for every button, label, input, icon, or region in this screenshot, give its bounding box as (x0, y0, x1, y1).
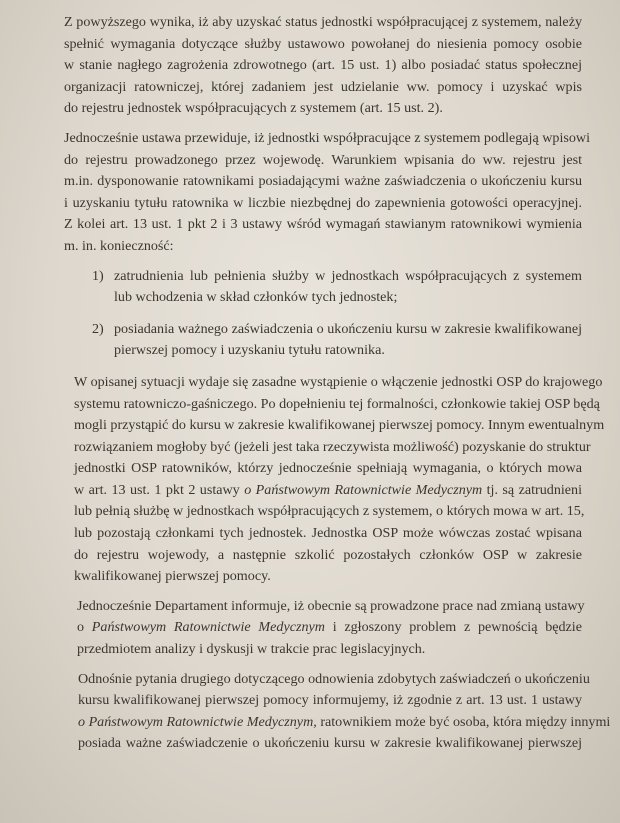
text-line: pierwszej pomocy i uzyskaniu tytułu ratownika. (114, 342, 385, 359)
act-title: o Państwowym Ratownictwie Medycznym, (78, 713, 317, 730)
act-title: o Państwowym Ratownictwie Medycznym (244, 481, 483, 498)
text-line (74, 480, 582, 502)
text-line: w stanie nagłego zagrożenia zdrowotnego (art. 15 ust. 1) albo posiadać status społecznej (64, 57, 582, 74)
text-line: lub pełnią służbę w jednostkach współpracujących z systemem, o których mowa w art. 15, (74, 503, 585, 520)
text-fragment: ratownikiem może być osoba, która między innymi (320, 713, 611, 730)
text-line (77, 617, 582, 639)
paragraph-registry (64, 128, 591, 258)
list-item-number: 2) (92, 320, 104, 337)
text-fragment: w art. 13 ust. 1 pkt 2 ustawy (74, 481, 240, 498)
text-line: Jednocześnie Departament informuje, iż obecnie są prowadzone prace nad zmianą ustawy (77, 597, 585, 614)
requirements-list (64, 266, 582, 362)
text-line: W opisanej sytuacji wydaje się zasadne wystąpienie o włączenie jednostki OSP do krajowego (74, 373, 603, 390)
text-line: spełnić wymagania dotyczące służby ustawowo powołanej do niesienia pomocy osobie (64, 35, 582, 52)
paragraph-department-info (77, 596, 585, 661)
text-line: lub wchodzenia w skład członków tych jednostek; (114, 289, 398, 306)
paragraph-certificate-renewal (78, 669, 611, 755)
text-line: Z kolei art. 13 ust. 1 pkt 2 i 3 ustawy wśród wymagań stawianym ratownikowi wymienia (64, 216, 582, 233)
text-line (78, 712, 611, 734)
text-line: m.in. dysponowanie ratownikami posiadającymi ważne zaświadczenia o ukończeniu kursu (64, 173, 582, 190)
text-line: do rejestru prowadzonego przez wojewodę. Warunkiem wpisania do ww. rejestru jest (64, 151, 582, 168)
list-item-text (114, 266, 582, 309)
text-fragment: tj. są zatrudnieni (486, 481, 583, 498)
list-item (92, 319, 582, 362)
text-line: organizacji ratowniczej, której zadaniem jest udzielanie ww. pomocy i uzyskać wpis (64, 78, 582, 95)
text-line: do rejestru jednostek współpracujących z systemem (art. 15 ust. 2). (64, 100, 443, 117)
list-item (92, 266, 582, 309)
list-item-number: 1) (92, 267, 104, 284)
text-line: kursu kwalifikowanej pierwszej pomocy informujemy, iż zgodnie z art. 13 ust. 1 ustawy (78, 692, 582, 709)
text-fragment: o (77, 619, 85, 636)
text-line: zatrudnienia lub pełnienia służby w jednostkach współpracujących z systemem (114, 267, 582, 284)
text-line: kwalifikowanej pierwszej pomocy. (74, 568, 271, 585)
text-line: przedmiotem analizy i dyskusji w trakcie prac legislacyjnych. (77, 641, 426, 658)
text-line: posiada ważne zaświadczenie o ukończeniu kursu w zakresie kwalifikowanej pierwszej (78, 735, 582, 752)
text-line: do rejestru wojewody, a następnie szkolić pozostałych członków OSP w zakresie (74, 546, 582, 563)
text-line: Z powyższego wynika, iż aby uzyskać status jednostki współpracującej z systemem, należy (64, 14, 582, 30)
act-title: Państwowym Ratownictwie Medycznym (91, 619, 325, 636)
list-item-text (114, 319, 582, 362)
text-line: Jednocześnie ustawa przewiduje, iż jednostki współpracujące z systemem podlegają wpisowi (64, 129, 591, 146)
text-line: i uzyskaniu tytułu ratownika w liczbie niezbędnej do zapewnienia gotowości operacyjnej. (64, 194, 582, 211)
text-line: posiadania ważnego zaświadczenia o ukończeniu kursu w zakresie kwalifikowanej (114, 320, 582, 337)
text-line: mogli przystąpić do kursu w zakresie kwalifikowanej pierwszej pomocy. Innym ewentualnym (74, 417, 605, 434)
text-line: m. in. konieczność: (64, 237, 174, 254)
text-line: lub pozostają członkami tych jednostek. Jednostka OSP może wówczas zostać wpisana (74, 525, 582, 542)
text-line: rozwiązaniem mogłoby być (jeżeli jest taka rzeczywista możliwość) pozyskanie do struktur (74, 438, 591, 455)
paragraph-osp-inclusion (74, 372, 605, 588)
text-line: systemu ratowniczo-gaśniczego. Po dopełnieniu tej formalności, członkowie takiej OSP będą (74, 395, 600, 412)
text-fragment: i zgłoszony problem z pewnością będzie (332, 619, 582, 636)
paragraph-status-requirements (64, 12, 582, 120)
text-line: jednostki OSP ratowników, którzy jednocześnie spełniają wymagania, o których mowa (74, 460, 582, 477)
text-line: Odnośnie pytania drugiego dotyczącego odnowienia zdobytych zaświadczeń o ukończeniu (78, 670, 590, 687)
